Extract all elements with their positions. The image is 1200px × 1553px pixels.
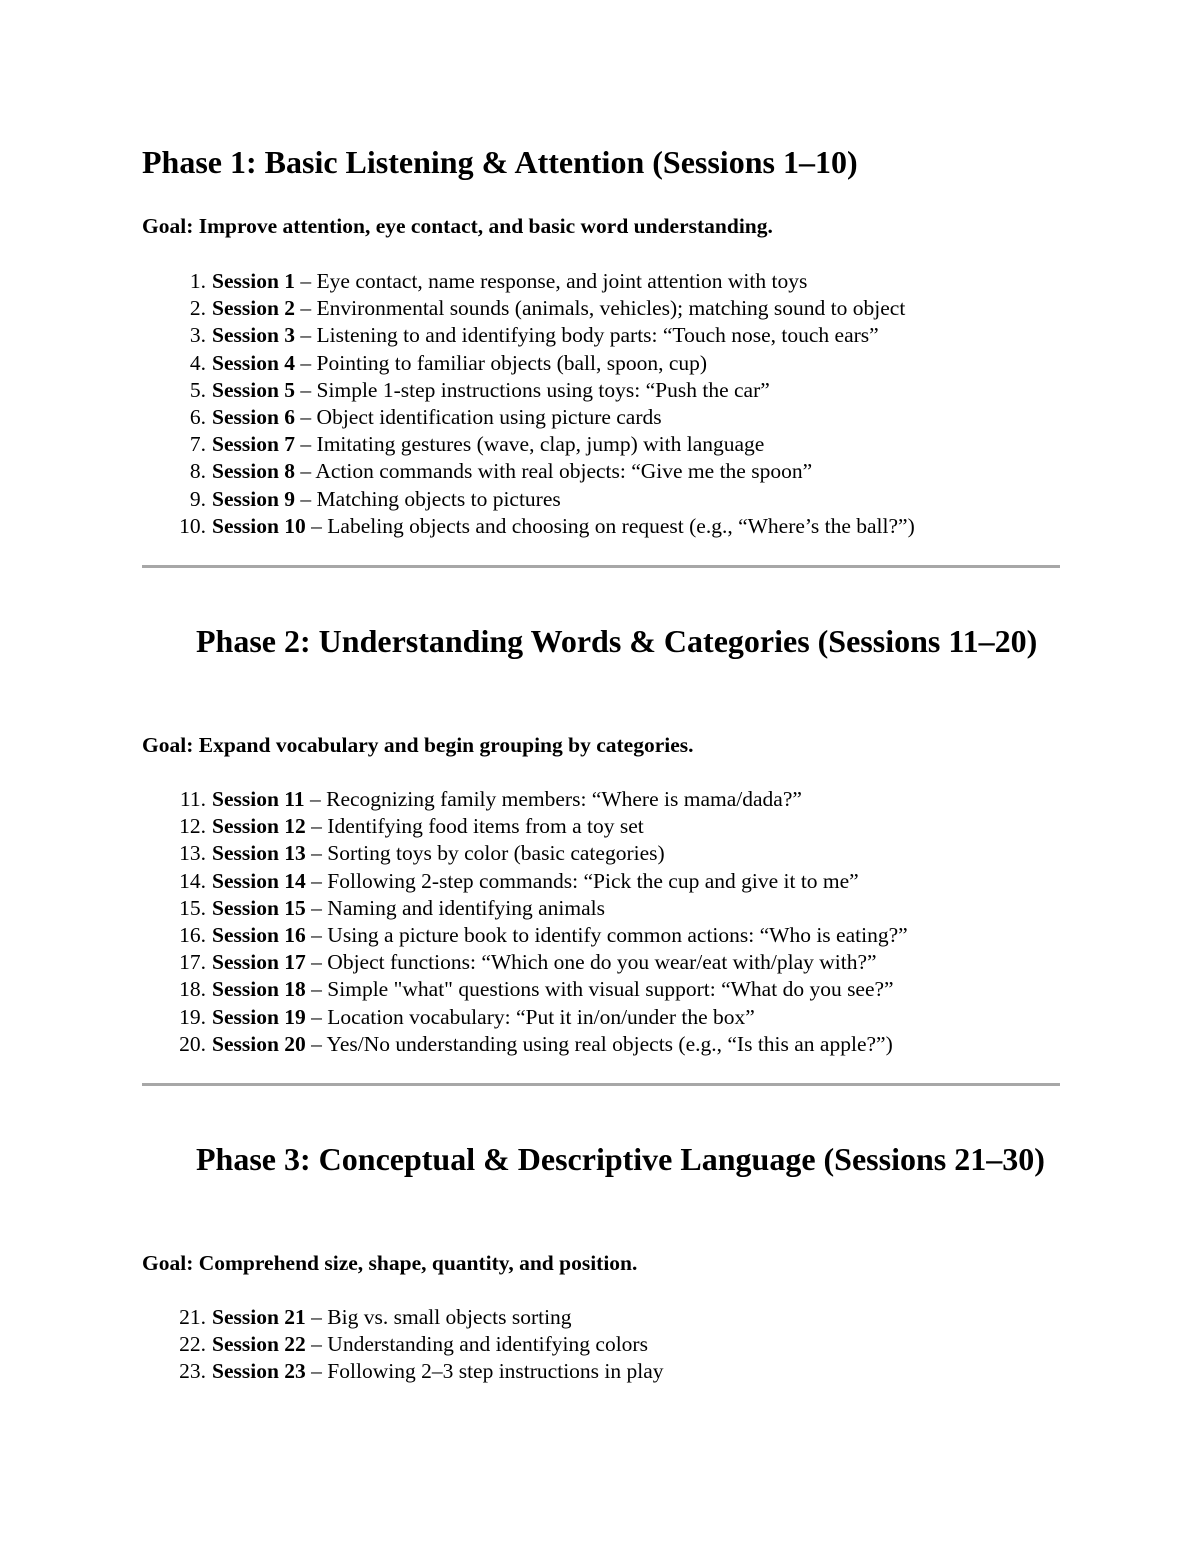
list-item: 5. Session 5 – Simple 1-step instructions using toys: “Push the car” xyxy=(189,377,770,402)
session-label: Session 4 xyxy=(212,350,296,375)
list-item: 2. Session 2 – Environmental sounds (animals, vehicles); matching sound to object xyxy=(189,296,906,321)
list-item: 23. Session 23 – Following 2–3 step instructions in play xyxy=(179,1359,664,1384)
list-item: 7. Session 7 – Imitating gestures (wave, clap, jump) with language xyxy=(189,432,765,457)
list-item: 13. Session 13 – Sorting toys by color (basic categories) xyxy=(179,841,665,866)
list-item: 8. Session 8 – Action commands with real objects: “Give me the spoon” xyxy=(189,459,813,484)
phase-1-goal: Goal: Improve attention, eye contact, and basic word understanding. xyxy=(142,214,773,238)
session-description: – Eye contact, name response, and joint attention with toys xyxy=(295,269,808,293)
phase-2-goal: Goal: Expand vocabulary and begin grouping by categories. xyxy=(142,733,694,757)
session-description: – Big vs. small objects sorting xyxy=(305,1305,572,1329)
session-label: Session 3 xyxy=(212,323,296,348)
session-description: – Object identification using picture cards xyxy=(295,404,662,429)
session-label: Session 18 xyxy=(212,977,306,1002)
list-item: 15. Session 15 – Naming and identifying animals xyxy=(179,895,605,920)
list-item: 19. Session 19 – Location vocabulary: “Put it in/on/under the box” xyxy=(179,1004,755,1029)
session-label: Session 21 xyxy=(212,1305,306,1329)
list-item: 17. Session 17 – Object functions: “Which one do you wear/eat with/play with?” xyxy=(179,950,877,975)
session-description: – Pointing to familiar objects (ball, spoon, cup) xyxy=(295,350,708,375)
session-description: – Object functions: “Which one do you wear/eat with/play with?” xyxy=(305,950,877,975)
session-description: – Simple "what" questions with visual support: “What do you see?” xyxy=(305,977,894,1002)
list-item: 21. Session 21 – Big vs. small objects sorting xyxy=(179,1305,572,1329)
list-item: 18. Session 18 – Simple "what" questions with visual support: “What do you see?” xyxy=(179,977,894,1002)
list-item: 20. Session 20 – Yes/No understanding using real objects (e.g., “Is this an apple?”) xyxy=(179,1031,893,1056)
session-description: – Recognizing family members: “Where is mama/dada?” xyxy=(304,787,802,811)
session-description: – Following 2–3 step instructions in play xyxy=(305,1359,664,1384)
session-label: Session 11 xyxy=(212,787,305,811)
session-label: Session 14 xyxy=(212,868,306,893)
phase-3-goal: Goal: Comprehend size, shape, quantity, and position. xyxy=(142,1251,638,1275)
phase-3-session-list xyxy=(142,1304,1060,1386)
session-description: – Listening to and identifying body parts: “Touch nose, touch ears” xyxy=(295,323,879,348)
list-item: 11. Session 11 – Recognizing family members: “Where is mama/dada?” xyxy=(179,787,802,811)
session-description: – Imitating gestures (wave, clap, jump) with language xyxy=(295,432,765,457)
session-label: Session 20 xyxy=(212,1031,306,1056)
session-description: – Using a picture book to identify common actions: “Who is eating?” xyxy=(305,922,908,947)
session-description: – Simple 1-step instructions using toys: “Push the car” xyxy=(295,377,770,402)
session-description: – Sorting toys by color (basic categories) xyxy=(305,841,665,866)
phase-3-title: Phase 3: Conceptual & Descriptive Language (Sessions 21–30) xyxy=(196,1141,1045,1177)
list-item: 1. Session 1 – Eye contact, name response, and joint attention with toys xyxy=(189,269,808,293)
session-label: Session 6 xyxy=(212,404,296,429)
section-divider xyxy=(142,565,1060,568)
session-label: Session 13 xyxy=(212,841,306,866)
session-description: – Location vocabulary: “Put it in/on/under the box” xyxy=(305,1004,755,1029)
list-item: 16. Session 16 – Using a picture book to identify common actions: “Who is eating?” xyxy=(179,922,908,947)
session-description: – Matching objects to pictures xyxy=(295,486,561,511)
list-item: 12. Session 12 – Identifying food items from a toy set xyxy=(179,814,644,839)
session-label: Session 10 xyxy=(212,513,306,538)
list-item: 3. Session 3 – Listening to and identifying body parts: “Touch nose, touch ears” xyxy=(189,323,879,348)
section-divider xyxy=(142,1083,1060,1086)
session-description: – Following 2-step commands: “Pick the cup and give it to me” xyxy=(305,868,859,893)
session-description: – Naming and identifying animals xyxy=(305,895,605,920)
session-description: – Understanding and identifying colors xyxy=(305,1332,648,1357)
list-item: 9. Session 9 – Matching objects to pictures xyxy=(189,486,561,511)
session-label: Session 1 xyxy=(212,269,296,293)
list-item: 10. Session 10 – Labeling objects and choosing on request (e.g., “Where’s the ball?”) xyxy=(179,513,915,538)
session-label: Session 8 xyxy=(212,459,296,484)
phase-1-title: Phase 1: Basic Listening & Attention (Sessions 1–10) xyxy=(142,144,858,180)
session-label: Session 16 xyxy=(212,922,306,947)
session-description: – Identifying food items from a toy set xyxy=(305,814,644,839)
session-label: Session 5 xyxy=(212,377,296,402)
list-item: 4. Session 4 – Pointing to familiar objects (ball, spoon, cup) xyxy=(189,350,708,375)
list-item: 14. Session 14 – Following 2-step commands: “Pick the cup and give it to me” xyxy=(179,868,859,893)
session-label: Session 19 xyxy=(212,1004,306,1029)
session-description: – Yes/No understanding using real objects (e.g., “Is this an apple?”) xyxy=(305,1031,893,1056)
phase-2-title: Phase 2: Understanding Words & Categories (Sessions 11–20) xyxy=(196,623,1038,659)
session-label: Session 12 xyxy=(212,814,306,839)
phase-1-session-list xyxy=(142,268,1060,540)
session-label: Session 15 xyxy=(212,895,306,920)
session-description: – Labeling objects and choosing on request (e.g., “Where’s the ball?”) xyxy=(305,513,915,538)
session-label: Session 9 xyxy=(212,486,296,511)
session-label: Session 22 xyxy=(212,1332,306,1357)
phase-2-session-list xyxy=(142,786,1060,1058)
session-label: Session 7 xyxy=(212,432,296,457)
session-description: – Environmental sounds (animals, vehicles); matching sound to object xyxy=(295,296,906,321)
list-item: 22. Session 22 – Understanding and identifying colors xyxy=(179,1332,648,1357)
list-item: 6. Session 6 – Object identification using picture cards xyxy=(189,404,662,429)
session-label: Session 17 xyxy=(212,950,306,975)
session-label: Session 23 xyxy=(212,1359,306,1384)
session-label: Session 2 xyxy=(212,296,296,321)
session-description: – Action commands with real objects: “Give me the spoon” xyxy=(295,459,813,484)
